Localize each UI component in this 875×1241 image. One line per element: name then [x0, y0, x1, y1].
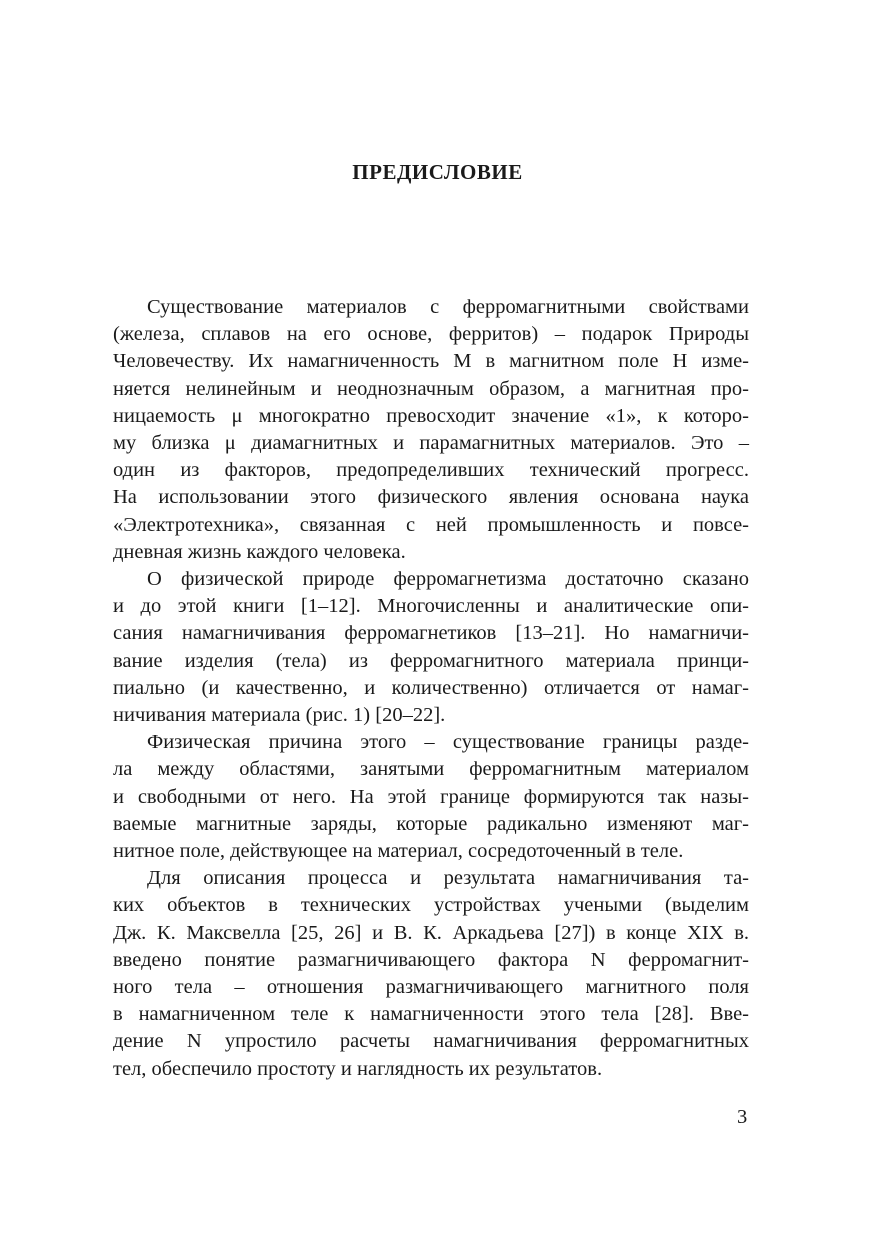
text-line: (железа, сплавов на его основе, ферритов) – подарок Природы	[113, 323, 749, 346]
text-line: в намагниченном теле к намагниченности этого тела [28]. Вве-	[113, 1003, 749, 1026]
text-line: ничивания материала (рис. 1) [20–22].	[113, 704, 446, 727]
text-line: нитное поле, действующее на материал, сосредоточенный в теле.	[113, 840, 684, 863]
page-title: ПРЕДИСЛОВИЕ	[352, 160, 523, 184]
text-line: тел, обеспечило простоту и наглядность их результатов.	[113, 1057, 603, 1080]
body-text	[113, 294, 749, 1083]
text-line: Для описания процесса и результата намагничивания та-	[147, 867, 749, 890]
page-number: 3	[737, 1106, 748, 1128]
text-line: ного тела – отношения размагничивающего магнитного поля	[113, 976, 749, 999]
text-line: Физическая причина этого – существование границы разде-	[147, 731, 749, 754]
text-line: Существование материалов с ферромагнитными свойствами	[147, 296, 749, 318]
text-line: му близка μ диамагнитных и парамагнитных материалов. Это –	[113, 432, 749, 455]
text-line: вание изделия (тела) из ферромагнитного материала принци-	[113, 649, 749, 672]
text-line: ла между областями, занятыми ферромагнитным материалом	[113, 758, 749, 781]
text-line: и свободными от него. На этой границе формируются так назы-	[113, 785, 749, 808]
text-line: дение N упростило расчеты намагничивания ферромагнитных	[113, 1030, 749, 1053]
text-line: пиально (и качественно, и количественно) отличается от намаг-	[113, 676, 749, 699]
text-line: и до этой книги [1–12]. Многочисленны и аналитические опи-	[113, 595, 749, 618]
text-line: Человечеству. Их намагниченность M в магнитном поле H изме-	[113, 350, 749, 373]
paragraph-2	[113, 566, 749, 729]
text-line: ких объектов в технических устройствах учеными (выделим	[113, 894, 749, 917]
text-line: ницаемость μ многократно превосходит значение «1», к которо-	[113, 404, 749, 427]
text-line: «Электротехника», связанная с ней промышленность и повсе-	[113, 513, 749, 536]
text-line: сания намагничивания ферромагнетиков [13–21]. Но намагничи-	[113, 622, 749, 645]
paragraph-1	[113, 294, 749, 566]
text-line: ваемые магнитные заряды, которые радикально изменяют маг-	[113, 812, 749, 835]
paragraph-3	[113, 729, 749, 865]
text-line: О физической природе ферромагнетизма достаточно сказано	[147, 568, 749, 591]
text-line: Дж. К. Максвелла [25, 26] и В. К. Аркадьева [27]) в конце XIX в.	[113, 921, 749, 944]
text-line: няется нелинейным и неоднозначным образом, а магнитная про-	[113, 377, 749, 400]
paragraph-4	[113, 865, 749, 1083]
text-line: На использовании этого физического явления основана наука	[113, 486, 749, 509]
text-line: один из факторов, предопределивших технический прогресс.	[113, 459, 749, 482]
text-line: дневная жизнь каждого человека.	[113, 540, 406, 563]
text-line: введено понятие размагничивающего фактора N ферромагнит-	[113, 948, 749, 971]
